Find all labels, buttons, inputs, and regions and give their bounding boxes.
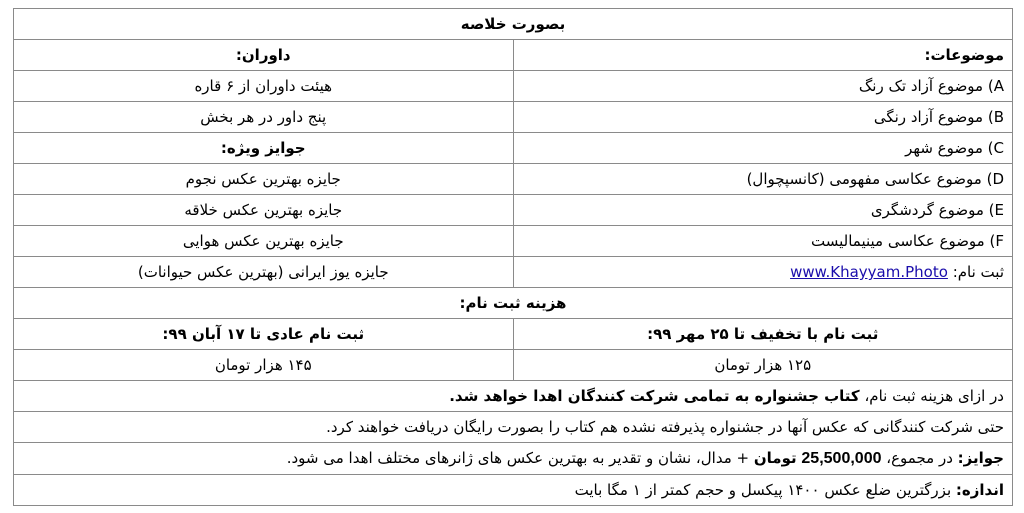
prizes-note	[14, 443, 1013, 475]
table-row	[14, 257, 1013, 288]
judges-header: داوران:	[14, 40, 514, 71]
summary-table	[13, 8, 1013, 506]
special-prize-aerial: جایزه بهترین عکس هوایی	[14, 226, 514, 257]
topic-letter: C)	[987, 139, 1004, 157]
special-prizes-header: جوایز ویژه:	[14, 133, 514, 164]
discount-header: ثبت نام با تخفیف تا ۲۵ مهر ۹۹:	[513, 319, 1013, 350]
judges-row-2: پنج داور در هر بخش	[14, 102, 514, 133]
prizes-label: جوایز:	[957, 449, 1004, 467]
fee-header-row	[14, 319, 1013, 350]
prizes-amount: 25,500,000	[801, 450, 882, 467]
regular-price: ۱۴۵ هزار تومان	[14, 350, 514, 381]
note-row	[14, 475, 1013, 506]
topic-text: موضوع عکاسی مینیمالیست	[811, 232, 985, 250]
topic-c	[513, 133, 1013, 164]
table-row	[14, 164, 1013, 195]
book-note-prefix: در ازای هزینه ثبت نام،	[864, 387, 1004, 405]
topic-letter: E)	[988, 201, 1004, 219]
topic-letter: F)	[989, 232, 1004, 250]
fee-price-row	[14, 350, 1013, 381]
topic-letter: A)	[987, 77, 1004, 95]
note-row	[14, 443, 1013, 475]
regular-header: ثبت نام عادی تا ۱۷ آبان ۹۹:	[14, 319, 514, 350]
book-note-bold: کتاب جشنواره به تمامی شرکت کنندگان اهدا خواهد شد.	[449, 387, 860, 405]
topic-text: موضوع آزاد رنگی	[873, 108, 984, 126]
table-row	[14, 71, 1013, 102]
fee-title-row	[14, 288, 1013, 319]
header-row	[14, 40, 1013, 71]
special-prize-cheetah: جایزه یوز ایرانی (بهترین عکس حیوانات)	[14, 257, 514, 288]
judges-row-1: هیئت داوران از ۶ قاره	[14, 71, 514, 102]
discount-price: ۱۲۵ هزار تومان	[513, 350, 1013, 381]
fee-header: هزینه ثبت نام:	[14, 288, 1013, 319]
table-row	[14, 133, 1013, 164]
title-row	[14, 9, 1013, 40]
table-row	[14, 195, 1013, 226]
summary-title: بصورت خلاصه	[14, 9, 1013, 40]
size-label: اندازه:	[955, 481, 1004, 499]
size-note	[14, 475, 1013, 506]
topic-letter: B)	[987, 108, 1004, 126]
special-prize-creative: جایزه بهترین عکس خلاقه	[14, 195, 514, 226]
size-text: بزرگترین ضلع عکس ۱۴۰۰ پیکسل و حجم کمتر از ۱ مگا بایت	[574, 481, 952, 499]
topic-text: موضوع عکاسی مفهومی (کانسپچوال)	[746, 170, 982, 188]
topic-text: موضوع گردشگری	[870, 201, 984, 219]
topics-header: موضوعات:	[513, 40, 1013, 71]
table-row	[14, 102, 1013, 133]
registration-cell	[513, 257, 1013, 288]
prizes-prefix: در مجموع،	[886, 449, 953, 467]
note-row	[14, 412, 1013, 443]
topic-e	[513, 195, 1013, 226]
prizes-currency: تومان	[753, 449, 797, 467]
special-prize-astronomy: جایزه بهترین عکس نجوم	[14, 164, 514, 195]
book-all-note: حتی شرکت کنندگانی که عکس آنها در جشنواره پذیرفته نشده هم کتاب را بصورت رایگان دریافت خواهند کرد.	[14, 412, 1013, 443]
topic-text: موضوع شهر	[905, 139, 983, 157]
topic-b	[513, 102, 1013, 133]
topic-text: موضوع آزاد تک رنگ	[858, 77, 984, 95]
registration-link[interactable]: www.Khayyam.Photo	[790, 263, 948, 281]
topic-d	[513, 164, 1013, 195]
topic-letter: D)	[986, 170, 1004, 188]
note-row	[14, 381, 1013, 412]
table-row	[14, 226, 1013, 257]
topic-a	[513, 71, 1013, 102]
topic-f	[513, 226, 1013, 257]
prizes-rest: + مدال، نشان و تقدیر به بهترین عکس های ژانرهای مختلف اهدا می شود.	[286, 449, 750, 467]
registration-label: ثبت نام:	[952, 263, 1004, 281]
book-note	[14, 381, 1013, 412]
